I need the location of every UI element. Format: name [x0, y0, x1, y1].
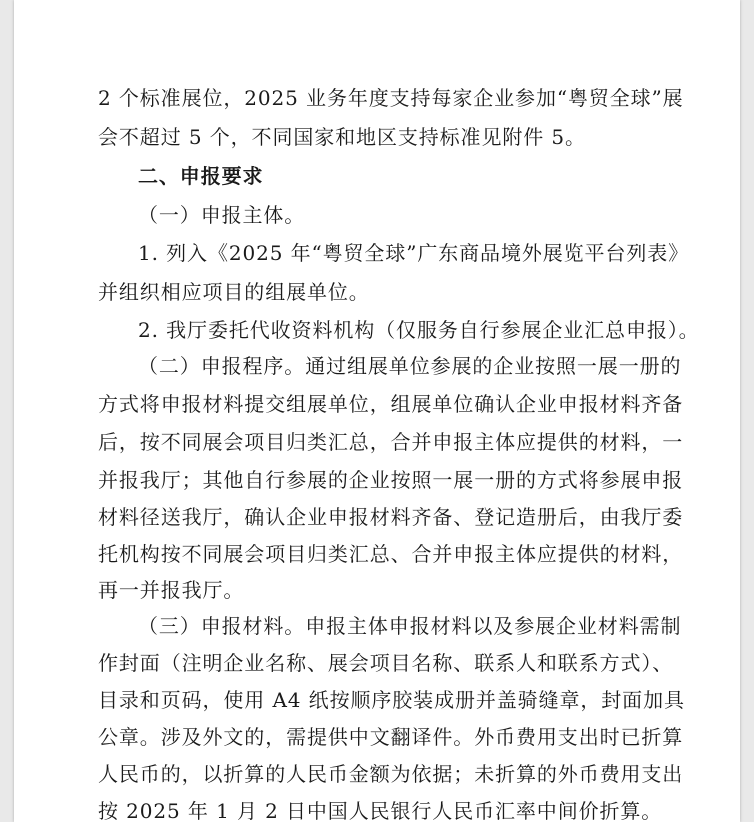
paragraph-line: （二）申报程序。通过组展单位参展的企业按照一展一册的	[138, 354, 682, 378]
paragraph-line: 作封面（注明企业名称、展会项目名称、联系人和联系方式）、	[98, 651, 674, 675]
paragraph-line: 会不超过 5 个，不同国家和地区支持标准见附件 5。	[98, 125, 586, 149]
paragraph-line: 1. 列入《2025 年“粤贸全球”广东商品境外展览平台列表》	[138, 241, 690, 265]
paragraph-line: 2. 我厅委托代收资料机构（仅服务自行参展企业汇总申报）。	[138, 318, 700, 342]
paragraph-line: 并报我厅；其他自行参展的企业按照一展一册的方式将参展申报	[98, 468, 684, 492]
paragraph-line: 2 个标准展位，2025 业务年度支持每家企业参加“粤贸全球”展	[98, 86, 684, 110]
document-page	[14, 0, 740, 822]
paragraph-line: （三）申报材料。申报主体申报材料以及参展企业材料需制	[138, 614, 682, 638]
subsection-heading: （一）申报主体。	[138, 203, 306, 227]
paragraph-line: 人民币的，以折算的人民币金额为依据；未折算的外币费用支出	[98, 762, 684, 786]
paragraph-line: 方式将申报材料提交组展单位，组展单位确认企业申报材料齐备	[98, 392, 684, 416]
paragraph-line: 并组织相应项目的组展单位。	[98, 280, 370, 304]
paragraph-line: 按 2025 年 1 月 2 日中国人民银行人民币汇率中间价折算。	[98, 799, 663, 822]
paragraph-line: 目录和页码，使用 A4 纸按顺序胶装成册并盖骑缝章，封面加具	[98, 688, 685, 712]
section-heading: 二、申报要求	[138, 164, 264, 188]
paragraph-line: 托机构按不同展会项目归类汇总、合并申报主体应提供的材料，	[98, 542, 684, 566]
paragraph-line: 公章。涉及外文的，需提供中文翻译件。外币费用支出时已折算	[98, 725, 684, 749]
paragraph-line: 材料径送我厅，确认企业申报材料齐备、登记造册后，由我厅委	[98, 505, 684, 529]
paragraph-line: 后，按不同展会项目归类汇总，合并申报主体应提供的材料，一	[98, 430, 684, 454]
paragraph-line: 再一并报我厅。	[98, 578, 245, 602]
